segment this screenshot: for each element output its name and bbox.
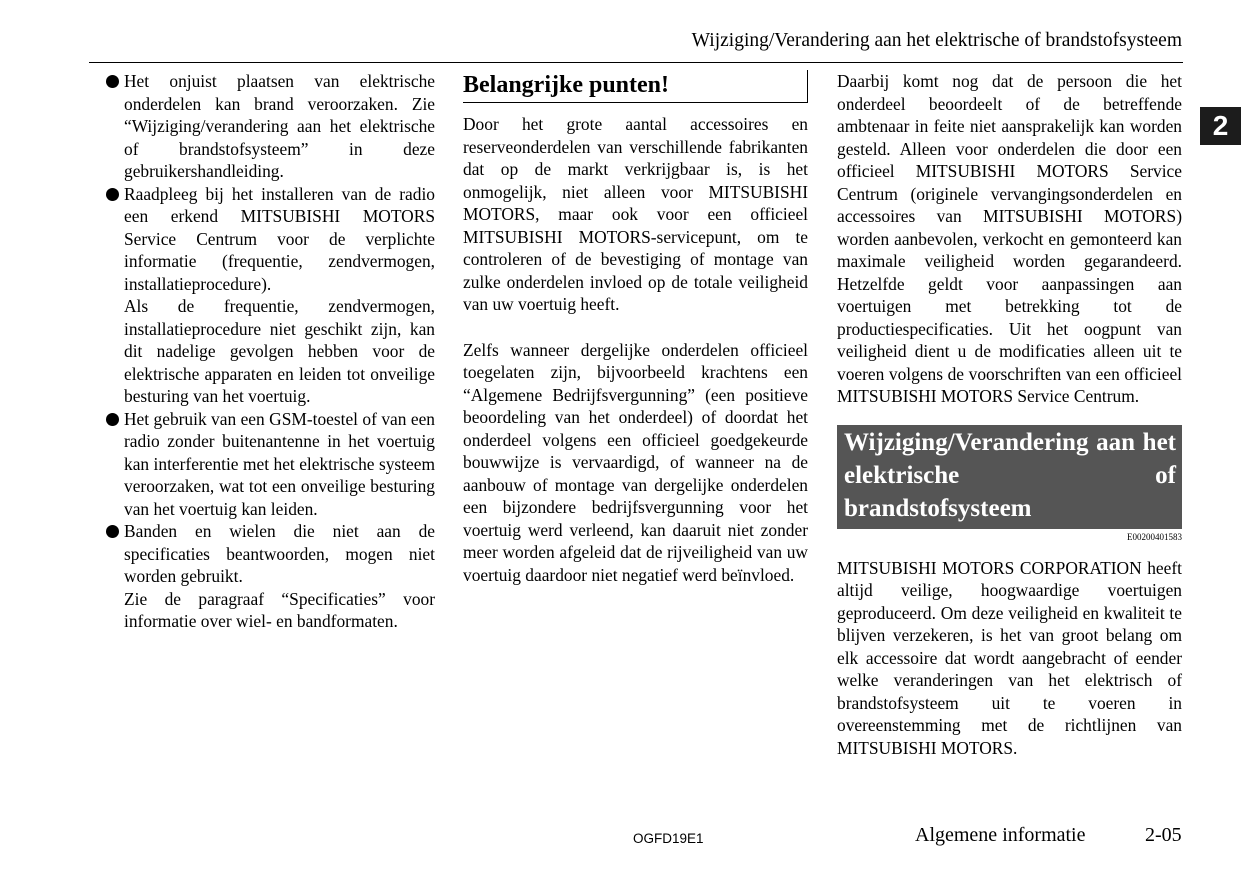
section-heading: Wijziging/Verandering aan het elektrische of brandstofsysteem xyxy=(844,428,1176,522)
important-points-box xyxy=(463,70,808,103)
bullet-text: Het gebruik van een GSM-toestel of van een radio zonder buitenantenne in het voertuig kan interferentie met het elektrische systeem veroorzaken, wat tot een onveilige besturing van het voertuig kan leiden. xyxy=(124,408,435,519)
section-heading-box xyxy=(837,425,1182,529)
warning-bullet-list xyxy=(104,70,435,633)
footer-doc-code: OGFD19E1 xyxy=(633,831,704,846)
bullet-item xyxy=(104,408,435,521)
bullet-item xyxy=(104,520,435,633)
important-points-heading: Belangrijke punten! xyxy=(463,72,670,98)
footer-page-number: 2-05 xyxy=(1145,824,1182,846)
chapter-tab: 2 xyxy=(1200,107,1241,145)
bullet-item xyxy=(104,70,435,183)
bullet-dot-icon xyxy=(106,188,119,201)
liability-paragraph: Daarbij komt nog dat de persoon die het onderdeel beoordeelt of de betreffende ambtenaar in feite niet aansprakelijk kan worden gesteld. Alleen voor onderdelen die door een officieel MITSUBISHI MOTORS Service Centrum (originele vervangingsonderdelen en accessoires van MITSUBISHI MOTORS) worden aanbevolen, verkocht en gemonteerd kan maximale veiligheid worden gegarandeerd. Hetzelfde geldt voor aanpassingen aan voertuigen met betrekking tot de productiespecificaties. Uit het oogpunt van veiligheid dient u de modificaties alleen uit te voeren volgens de voorschriften van een officieel MITSUBISHI MOTORS Service Centrum. xyxy=(837,71,1182,406)
section-paragraph: MITSUBISHI MOTORS CORPORATION heeft altijd veilige, hoogwaardige voertuigen geproduceerd. Om deze veiligheid en kwaliteit te blijven verzekeren, is het van groot belang om elk accessoire dat wordt aangebracht of eender welke veranderingen van het elektrisch of brandstofsysteem uit te voeren in overeenstemming met de richtlijnen van MITSUBISHI MOTORS. xyxy=(837,557,1182,758)
footer-section-name: Algemene informatie xyxy=(915,824,1086,846)
important-paragraph-1: Door het grote aantal accessoires en reserveonderdelen van verschillende fabrikanten dat op de markt verkrijgbaar is, is het onmogelijk, niet alleen voor MITSUBISHI MOTORS, maar ook voor een officieel MITSUBISHI MOTORS-servicepunt, om te controleren of de bevestiging of montage van zulke onderdelen invloed op de totale veiligheid van uw voertuig heeft. xyxy=(463,114,808,314)
bullet-text: Banden en wielen die niet aan de specificaties beantwoorden, mogen niet worden gebruikt. xyxy=(124,521,435,586)
bullet-dot-icon xyxy=(106,75,119,88)
header-rule xyxy=(89,62,1183,63)
bullet-text: Het onjuist plaatsen van elektrische onderdelen kan brand veroorzaken. Zie “Wijziging/verandering aan het elektrische of brandstofsysteem” in deze gebruikershandleiding. xyxy=(124,71,435,181)
column-1 xyxy=(104,70,435,633)
important-paragraph-2: Zelfs wanneer dergelijke onderdelen officieel toegelaten zijn, bijvoorbeeld krachtens een “Algemene Bedrijfsvergunning” (een positieve beoordeling van het onderdeel) of doordat het onderdeel volgens een officieel goedgekeurde bouwwijze is vervaardigd, of wanneer na de aanbouw of montage van dergelijke onderdelen een bijzondere bedrijfsvergunning voor het voertuig werd verleend, kan daaruit niet zonder meer worden afgeleid dat de rijveiligheid van uw voertuig daardoor niet negatief werd beïnvloed. xyxy=(463,339,808,585)
column-2 xyxy=(463,70,808,586)
header-title: Wijziging/Verandering aan het elektrische of brandstofsysteem xyxy=(691,30,1182,51)
bullet-subparagraph: Als de frequentie, zendvermogen, installatieprocedure niet geschikt zijn, kan dit nadelige gevolgen hebben voor de elektrische apparaten en leiden tot onveilige besturing van het voertuig. xyxy=(124,296,435,406)
bullet-dot-icon xyxy=(106,413,119,426)
section-code: E00200401583 xyxy=(1127,531,1182,542)
bullet-text: Raadpleeg bij het installeren van de radio een erkend MITSUBISHI MOTORS Service Centrum voor de verplichte informatie (frequentie, zendvermogen, installatieprocedure). xyxy=(124,183,435,294)
column-3 xyxy=(837,70,1182,759)
bullet-subparagraph: Zie de paragraaf “Specificaties” voor informatie over wiel- en bandformaten. xyxy=(124,588,435,631)
bullet-dot-icon xyxy=(106,525,119,538)
bullet-item xyxy=(104,183,435,408)
